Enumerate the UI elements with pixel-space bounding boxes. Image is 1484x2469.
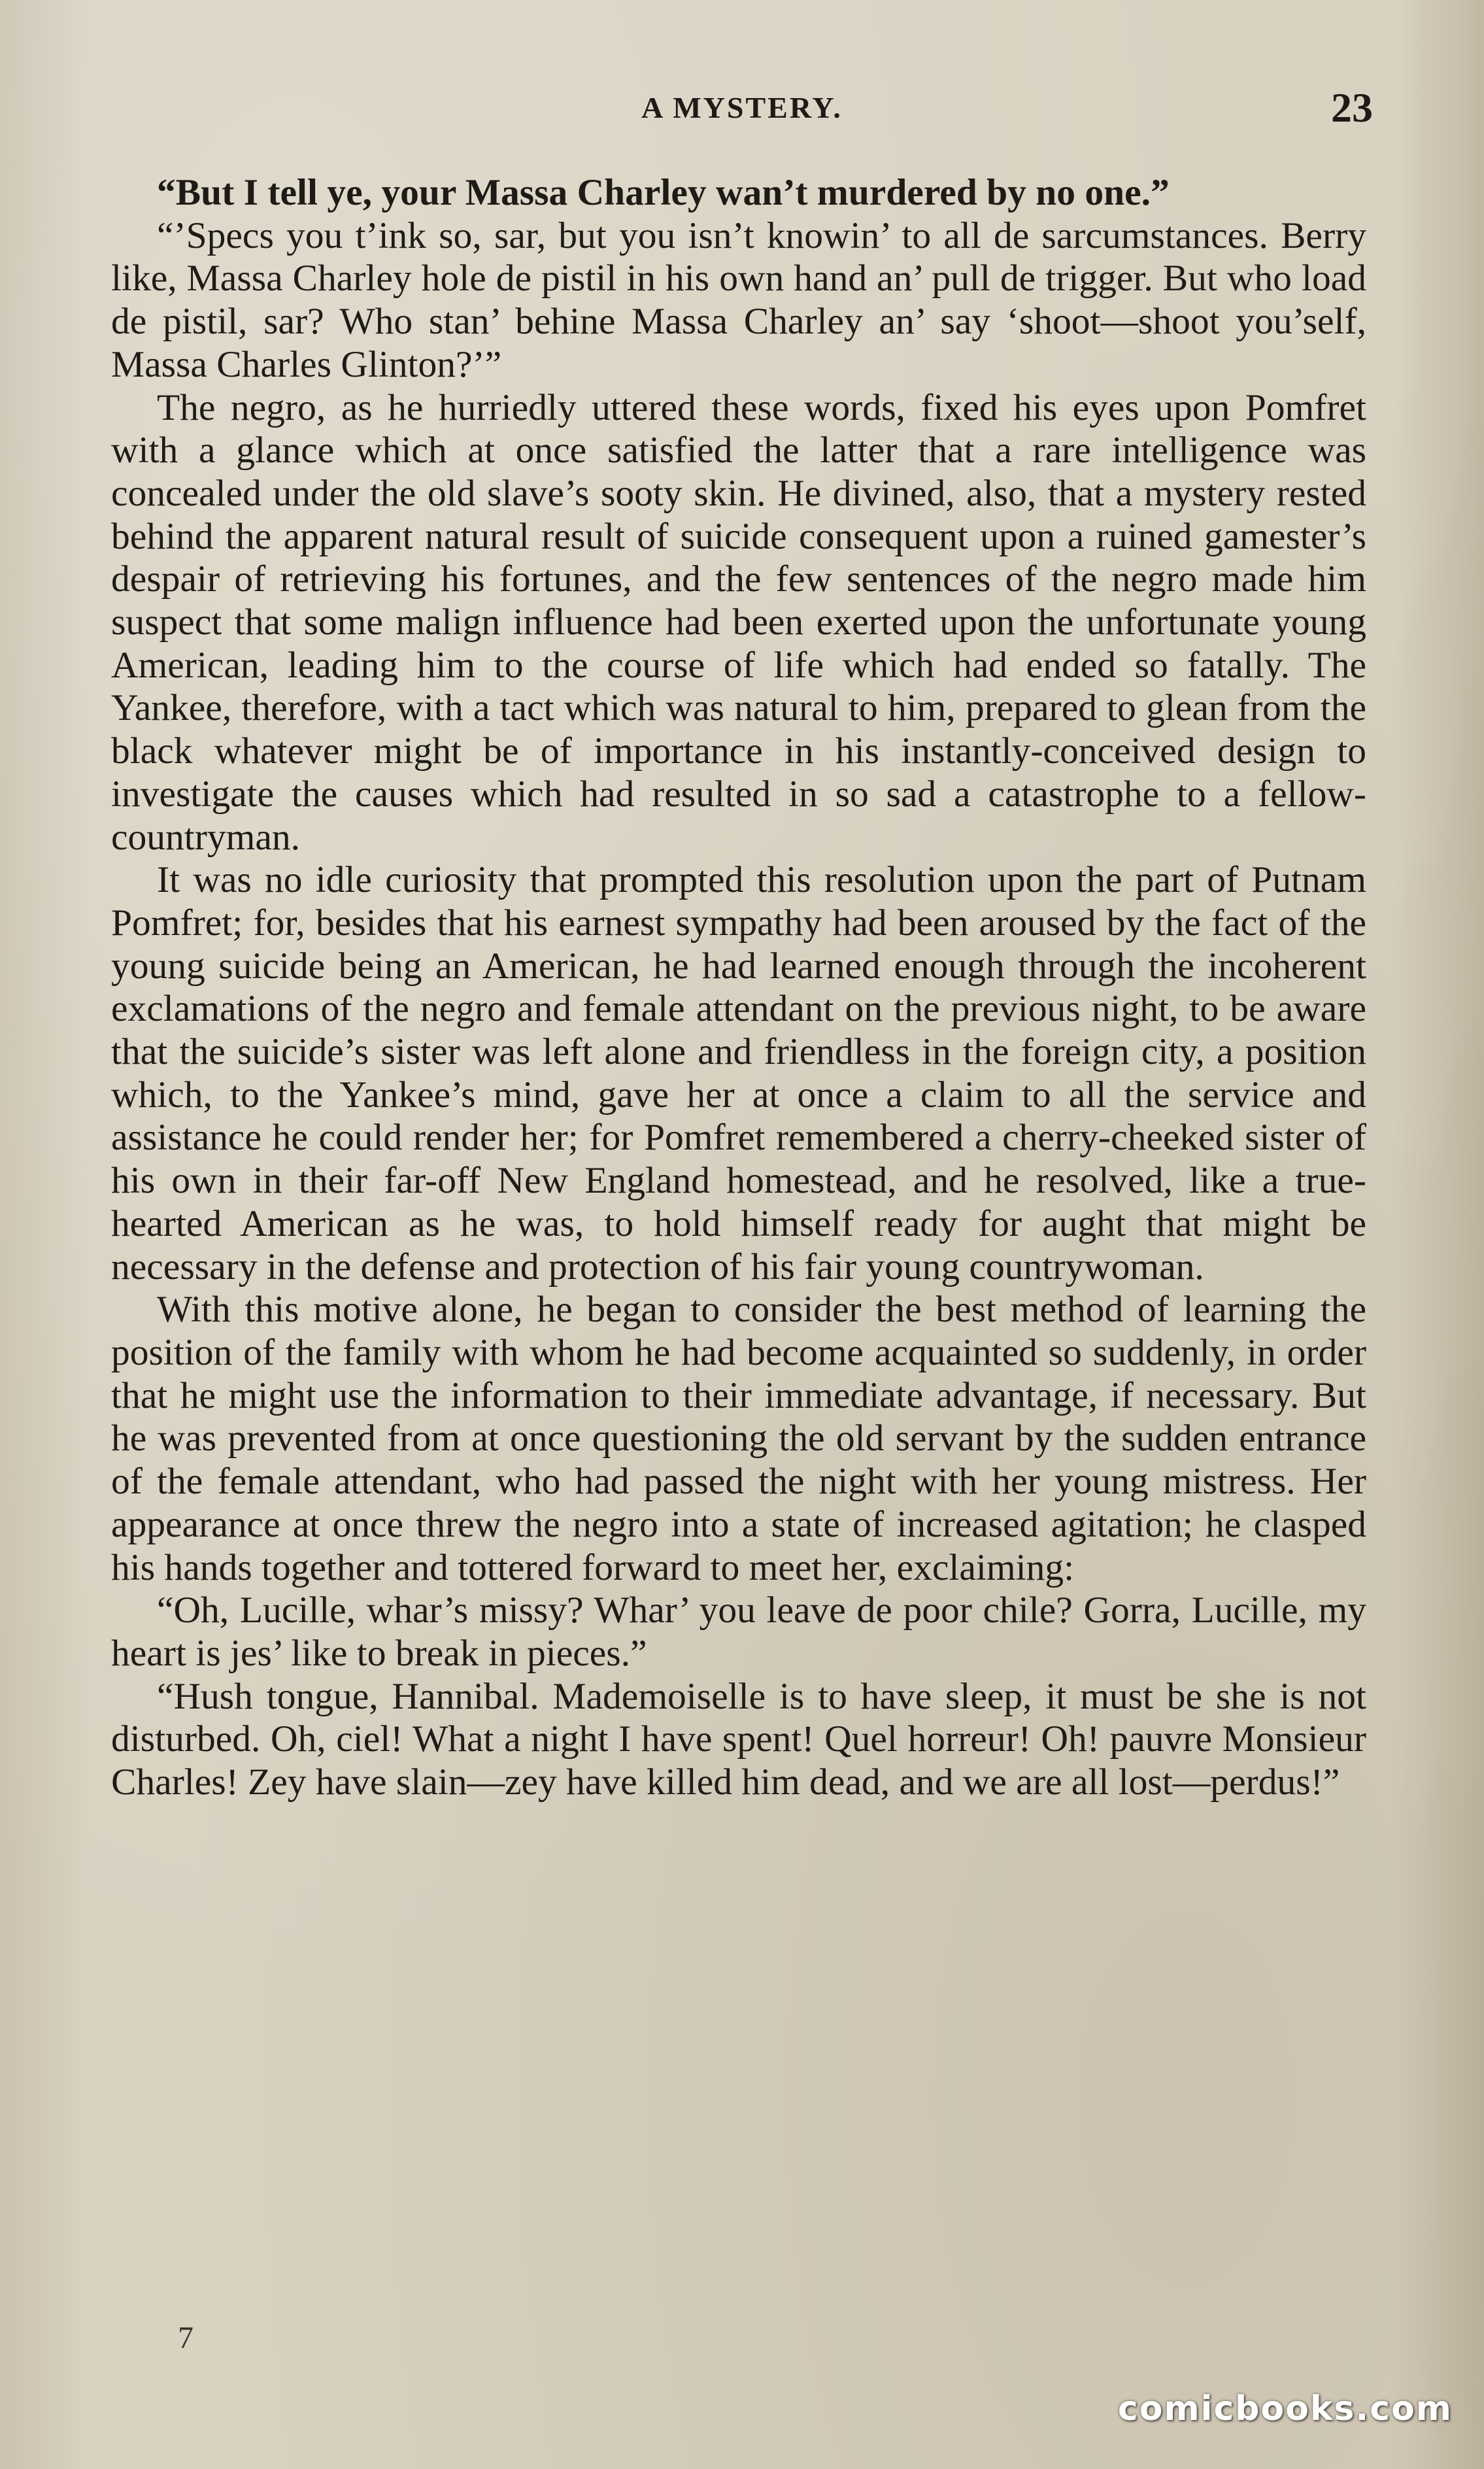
paragraph-5: With this motive alone, he began to consider the best method of learning the position of the family with whom he had become acquainted so suddenly, in order that he might use the information to their immediate advantage, if necessary. But he was prevented from at once questioning the old servant by the sudden entrance of the female attendant, who had passed the night with her young mistress. Her appearance at once threw the negro into a state of increased agitation; he clasped his hands together and tottered forward to meet her, exclaiming: <box>111 1289 1366 1588</box>
site-watermark: comicbooks.com <box>1117 2389 1453 2428</box>
page-number: 23 <box>1331 84 1373 131</box>
page-title: A MYSTERY. <box>641 91 843 124</box>
paragraph-6: “Oh, Lucille, whar’s missy? Whar’ you leave de poor chile? Gorra, Lucille, my heart is jes’ like to break in pieces.” <box>111 1590 1366 1674</box>
body-text <box>111 171 1366 1804</box>
paragraph-1: “But I tell ye, your Massa Charley wan’t murdered by no one.” <box>157 172 1170 213</box>
paragraph-2: “’Specs you t’ink so, sar, but you isn’t knowin’ to all de sarcumstances. Berry like, Massa Charley hole de pistil in his own hand an’ pull de trigger. But who load de pistil, sar? Who stan’ behine Massa Charley an’ say ‘shoot—shoot you’self, Massa Charles Glinton?’” <box>111 214 1366 385</box>
paragraph-7: “Hush tongue, Hannibal. Mademoiselle is to have sleep, it must be she is not disturbed. Oh, ciel! What a night I have spent! Quel horreur! Oh! pauvre Monsieur Charles! Zey have slain—zey have killed him dead, and we are all lost—perdus!” <box>111 1675 1366 1803</box>
stray-print-mark: 7 <box>178 2321 194 2355</box>
paragraph-4: It was no idle curiosity that prompted this resolution upon the part of Putnam Pomfret; for, besides that his earnest sympathy had been aroused by the fact of the young suicide being an American, he had learned enough through the incoherent exclamations of the negro and female attendant on the previous night, to be aware that the suicide’s sister was left alone and friendless in the foreign city, a position which, to the Yankee’s mind, gave her at once a claim to all the service and assistance he could render her; for Pomfret remembered a cherry-cheeked sister of his own in their far-off New England homestead, and he resolved, like a true-hearted American as he was, to hold himself ready for aught that might be necessary in the defense and protection of his fair young countrywoman. <box>111 859 1366 1287</box>
paragraph-3: The negro, as he hurriedly uttered these words, fixed his eyes upon Pomfret with a glance which at once satisfied the latter that a rare intelligence was concealed under the old slave’s sooty skin. He divined, also, that a mystery rested behind the apparent natural result of suicide consequent upon a ruined gamester’s despair of retrieving his fortunes, and the few sentences of the negro made him suspect that some malign influence had been exerted upon the unfortunate young American, leading him to the course of life which had ended so fatally. The Yankee, therefore, with a tact which was natural to him, prepared to glean from the black whatever might be of importance in his instantly-conceived design to investigate the causes which had resulted in so sad a catastrophe to a fellow-countryman. <box>111 386 1366 858</box>
running-head <box>111 84 1373 136</box>
